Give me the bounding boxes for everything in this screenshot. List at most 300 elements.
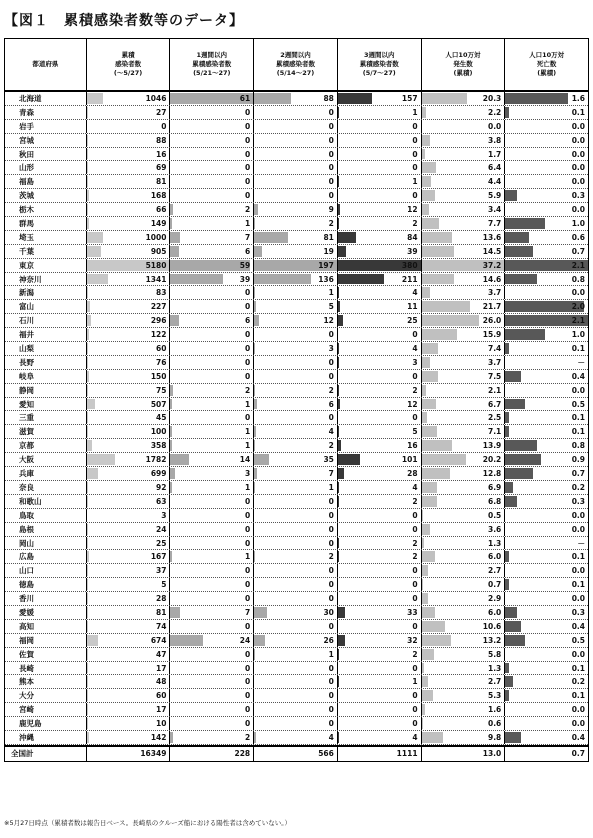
cell-value: 0 — [328, 177, 334, 187]
table-row — [5, 537, 588, 551]
value-bar — [422, 621, 446, 632]
cumulative-cases-cell — [86, 425, 170, 438]
value-bar — [87, 468, 98, 479]
cases-2weeks-cell — [253, 300, 337, 313]
prefecture-name: 長崎 — [19, 663, 34, 673]
value-bar — [422, 482, 437, 493]
value-bar — [422, 510, 423, 521]
value-bar — [87, 135, 88, 146]
cell-value: 0 — [328, 621, 334, 631]
figure-title: 【図１ 累積感染者数等のデータ】 — [4, 13, 244, 29]
value-bar — [422, 704, 426, 715]
cases-2weeks-cell — [253, 425, 337, 438]
cases-2weeks-cell — [253, 634, 337, 647]
cases-2weeks-cell — [253, 537, 337, 550]
cases-1week-cell — [169, 356, 253, 369]
value-bar — [422, 524, 430, 535]
cell-value: 4 — [412, 732, 418, 742]
cases-per-100k-cell — [421, 537, 505, 550]
cell-value: 0 — [328, 163, 334, 173]
value-bar — [87, 274, 108, 285]
cases-per-100k-cell — [421, 328, 505, 341]
cell-value: 380 — [401, 260, 418, 270]
header-prefecture — [5, 39, 86, 90]
cell-value: 149 — [150, 219, 167, 229]
cell-value: 0.6 — [571, 232, 585, 242]
cell-value: 7 — [328, 469, 334, 479]
cases-1week-cell — [169, 634, 253, 647]
prefecture-name: 佐賀 — [19, 649, 34, 659]
cumulative-cases-cell — [86, 550, 170, 563]
prefecture-name: 福島 — [19, 177, 34, 187]
cell-value: 1 — [244, 427, 251, 437]
prefecture-name: 神奈川 — [19, 274, 42, 284]
value-bar — [422, 676, 428, 687]
value-bar — [422, 315, 480, 326]
cell-value: 358 — [150, 441, 167, 451]
cell-value: 20.2 — [482, 455, 502, 465]
cumulative-cases-cell — [86, 203, 170, 216]
cell-value: 1111 — [396, 748, 418, 758]
cases-2weeks-cell — [253, 523, 337, 536]
value-bar — [254, 93, 291, 104]
cases-1week-cell — [169, 314, 253, 327]
cell-value: 88 — [323, 94, 334, 103]
cell-value: 5 — [328, 302, 334, 312]
prefecture-name: 千葉 — [19, 246, 34, 256]
value-bar — [87, 482, 88, 493]
cell-value: 2 — [412, 538, 418, 548]
cell-value: 1 — [244, 441, 251, 451]
value-bar — [338, 204, 341, 215]
header-line: 累積 — [121, 51, 135, 59]
cases-per-100k-cell — [421, 509, 505, 522]
cell-value: 3 — [161, 510, 167, 520]
cumulative-cases-cell — [86, 314, 170, 327]
prefecture-name: 岐阜 — [19, 371, 34, 381]
value-bar — [170, 607, 179, 618]
value-bar — [422, 649, 435, 660]
deaths-per-100k-cell — [504, 217, 588, 230]
cases-per-100k-cell — [421, 731, 505, 744]
cell-value: 0.1 — [571, 427, 585, 437]
cases-3weeks-cell — [337, 481, 421, 494]
cell-value: 0.0 — [571, 149, 585, 159]
cumulative-cases-cell — [86, 231, 170, 244]
header-cumulative-cases — [86, 39, 170, 90]
value-bar — [338, 399, 341, 410]
prefecture-name: 兵庫 — [19, 469, 34, 479]
table-row — [5, 634, 588, 648]
cell-value: 0 — [412, 413, 418, 423]
deaths-per-100k-cell — [504, 675, 588, 688]
cell-value: 2.1 — [571, 260, 585, 270]
cases-1week-cell — [169, 578, 253, 591]
cell-value: 0 — [244, 496, 251, 506]
table-row — [5, 245, 588, 259]
cases-3weeks-cell — [337, 398, 421, 411]
value-bar — [505, 412, 509, 423]
cell-value: 211 — [401, 274, 418, 284]
cases-1week-cell — [169, 106, 253, 119]
cases-2weeks-cell — [253, 106, 337, 119]
cell-value: 28 — [407, 469, 418, 479]
cases-2weeks-cell — [253, 662, 337, 675]
deaths-per-100k-cell — [504, 314, 588, 327]
header-line: 発生数 — [453, 60, 473, 68]
cell-value: 16 — [156, 149, 167, 159]
deaths-per-100k-cell — [504, 481, 588, 494]
cell-value: 0 — [244, 413, 251, 423]
table-row — [5, 578, 588, 592]
value-bar — [505, 454, 540, 465]
cell-value: 1.6 — [487, 705, 502, 715]
cases-3weeks-cell — [337, 411, 421, 424]
cell-value: 0 — [328, 496, 334, 506]
cases-3weeks-cell — [337, 689, 421, 702]
cases-2weeks-cell — [253, 273, 337, 286]
prefecture-name: 三重 — [19, 413, 34, 423]
cases-3weeks-cell — [337, 120, 421, 133]
cell-value: 88 — [156, 135, 167, 145]
cases-2weeks-cell — [253, 481, 337, 494]
value-bar — [505, 371, 521, 382]
table-row — [5, 439, 588, 453]
cases-per-100k-cell — [421, 467, 505, 480]
value-bar — [422, 635, 451, 646]
cases-1week-cell — [169, 439, 253, 452]
prefecture-name: 静岡 — [19, 385, 34, 395]
value-bar — [338, 274, 384, 285]
cell-value: 26 — [323, 635, 334, 645]
cases-3weeks-cell — [337, 384, 421, 397]
cases-2weeks-cell — [253, 495, 337, 508]
cases-1week-cell — [169, 245, 253, 258]
cell-value: 4 — [412, 344, 418, 354]
header-cases-1week — [169, 39, 253, 90]
cell-value: 7.5 — [487, 371, 502, 381]
header-line: 感染者数 — [115, 60, 142, 68]
cumulative-cases-cell — [86, 370, 170, 383]
cases-3weeks-cell — [337, 148, 421, 161]
header-line: 2週間以内 — [280, 51, 311, 59]
cell-value: 6.4 — [487, 163, 502, 173]
value-bar — [170, 454, 189, 465]
value-bar — [505, 482, 513, 493]
cell-value: 4 — [328, 732, 334, 742]
cases-1week-cell — [169, 509, 253, 522]
value-bar — [505, 663, 509, 674]
deaths-per-100k-cell — [504, 286, 588, 299]
table-row — [5, 161, 588, 175]
cases-per-100k-cell — [421, 217, 505, 230]
cell-value: 2.5 — [487, 413, 502, 423]
cumulative-cases-cell — [86, 120, 170, 133]
cases-2weeks-cell — [253, 245, 337, 258]
cases-1week-cell — [169, 453, 253, 466]
cases-3weeks-cell — [337, 620, 421, 633]
value-bar — [505, 232, 529, 243]
cell-value: 2 — [412, 552, 418, 562]
cell-value: 14 — [239, 455, 251, 465]
cell-value: 10.6 — [482, 621, 502, 631]
cases-2weeks-cell — [253, 148, 337, 161]
cell-value: 0.5 — [487, 510, 502, 520]
prefecture-name: 島根 — [19, 524, 34, 534]
cases-1week-cell — [169, 259, 253, 272]
cell-value: 142 — [150, 732, 167, 742]
cases-per-100k-cell — [421, 175, 505, 188]
value-bar — [170, 468, 174, 479]
cases-1week-cell — [169, 286, 253, 299]
value-bar — [170, 218, 171, 229]
cases-1week-cell — [169, 592, 253, 605]
cases-2weeks-cell — [253, 314, 337, 327]
value-bar — [505, 579, 509, 590]
cases-1week-cell — [169, 703, 253, 716]
cell-value: 0 — [244, 135, 251, 145]
value-bar — [422, 440, 453, 451]
cases-3weeks-cell — [337, 731, 421, 744]
table-row — [5, 564, 588, 578]
cases-per-100k-cell — [421, 342, 505, 355]
header-cases-per-100k — [421, 39, 505, 90]
cases-per-100k-cell — [421, 356, 505, 369]
cell-value: 0 — [244, 107, 251, 117]
table-row — [5, 481, 588, 495]
cases-1week-cell — [169, 175, 253, 188]
value-bar — [87, 287, 88, 298]
cases-per-100k-cell — [421, 550, 505, 563]
cell-value: 35 — [323, 455, 334, 465]
value-bar — [170, 440, 171, 451]
prefecture-name: 長野 — [19, 357, 34, 367]
cases-3weeks-cell — [337, 509, 421, 522]
cases-2weeks-cell — [253, 161, 337, 174]
cell-value: 0.4 — [571, 732, 585, 742]
cases-2weeks-cell — [253, 648, 337, 661]
cell-value: 13.9 — [482, 441, 502, 451]
deaths-per-100k-cell — [504, 523, 588, 536]
prefecture-name: 大阪 — [19, 455, 34, 465]
cell-value: 2 — [328, 552, 334, 562]
cell-value: 0 — [244, 121, 251, 131]
value-bar — [338, 607, 345, 618]
value-bar — [87, 162, 88, 173]
cell-value: 7 — [244, 607, 251, 617]
value-bar — [254, 246, 262, 257]
cases-3weeks-cell — [337, 231, 421, 244]
cell-value: 47 — [156, 649, 167, 659]
cumulative-cases-cell — [86, 356, 170, 369]
cases-3weeks-cell — [337, 523, 421, 536]
cumulative-cases-cell — [86, 592, 170, 605]
deaths-per-100k-cell — [504, 689, 588, 702]
table-row — [5, 120, 588, 134]
table-row — [5, 425, 588, 439]
cell-value: 2 — [412, 219, 418, 229]
cell-value: 0.1 — [571, 663, 585, 673]
value-bar — [87, 190, 90, 201]
value-bar — [170, 204, 173, 215]
cases-2weeks-cell — [253, 203, 337, 216]
cases-3weeks-cell — [337, 578, 421, 591]
cases-1week-cell — [169, 203, 253, 216]
cell-value: 1046 — [145, 94, 167, 103]
cases-2weeks-cell — [253, 703, 337, 716]
cases-1week-cell — [169, 731, 253, 744]
cumulative-cases-cell — [86, 189, 170, 202]
cell-value: 3.8 — [487, 135, 502, 145]
cases-per-100k-cell — [421, 245, 505, 258]
value-bar — [422, 371, 439, 382]
value-bar — [254, 274, 311, 285]
value-bar — [422, 496, 437, 507]
prefecture-name: 宮崎 — [19, 705, 34, 715]
cases-per-100k-cell — [421, 703, 505, 716]
table-row — [5, 398, 588, 412]
cell-value: 0 — [328, 149, 334, 159]
table-row — [5, 134, 588, 148]
cases-3weeks-cell — [337, 648, 421, 661]
cases-per-100k-cell — [421, 120, 505, 133]
cases-per-100k-cell — [421, 648, 505, 661]
total-row — [5, 745, 588, 761]
cases-2weeks-cell — [253, 328, 337, 341]
value-bar — [87, 649, 88, 660]
value-bar — [170, 260, 250, 271]
table-row — [5, 342, 588, 356]
value-bar — [422, 274, 454, 285]
cell-value: 0.2 — [571, 677, 585, 687]
cell-value: 1 — [328, 649, 334, 659]
cell-value: 0 — [412, 149, 418, 159]
cell-value: 1.0 — [571, 330, 585, 340]
cases-1week-cell — [169, 92, 253, 105]
value-bar — [422, 690, 434, 701]
cell-value: 13.6 — [482, 232, 502, 242]
cases-2weeks-cell — [253, 356, 337, 369]
cases-2weeks-cell — [253, 342, 337, 355]
cell-value: 0 — [328, 191, 334, 201]
cell-value: 167 — [150, 552, 167, 562]
cell-value: 0.7 — [487, 580, 502, 590]
value-bar — [254, 468, 257, 479]
cases-per-100k-cell — [421, 439, 505, 452]
cases-per-100k-cell — [421, 689, 505, 702]
value-bar — [254, 426, 256, 437]
cell-value: 197 — [318, 260, 334, 270]
cell-value: 0 — [412, 691, 418, 701]
deaths-per-100k-cell — [504, 411, 588, 424]
cell-value: 17 — [156, 663, 167, 673]
cell-value: 6.9 — [487, 482, 502, 492]
table-row — [5, 453, 588, 467]
table-row — [5, 731, 588, 745]
cell-value: 0 — [244, 302, 251, 312]
cell-value: 2.9 — [487, 594, 502, 604]
cell-value: 2 — [412, 649, 418, 659]
prefecture-name: 山形 — [19, 163, 34, 173]
cases-per-100k-cell — [421, 384, 505, 397]
cases-per-100k-cell — [421, 453, 505, 466]
cases-3weeks-cell — [337, 106, 421, 119]
cell-value: 84 — [407, 232, 418, 242]
cell-value: 157 — [401, 94, 418, 103]
value-bar — [170, 635, 203, 646]
cell-value: 32 — [407, 635, 418, 645]
table-row — [5, 384, 588, 398]
cell-value: 9.8 — [487, 732, 502, 742]
cases-2weeks-cell — [253, 398, 337, 411]
deaths-per-100k-cell — [504, 467, 588, 480]
cases-3weeks-cell — [337, 286, 421, 299]
prefecture-name: 大分 — [19, 691, 34, 701]
cases-per-100k-cell — [421, 578, 505, 591]
value-bar — [170, 274, 223, 285]
cumulative-cases-cell — [86, 564, 170, 577]
cumulative-cases-cell — [86, 175, 170, 188]
cell-value: 0.0 — [571, 510, 585, 520]
prefecture-name: 宮城 — [19, 135, 34, 145]
cell-value: 0 — [244, 149, 251, 159]
cases-2weeks-cell — [253, 550, 337, 563]
table-row — [5, 273, 588, 287]
value-bar — [422, 412, 428, 423]
cases-1week-cell — [169, 148, 253, 161]
cases-1week-cell — [169, 495, 253, 508]
cumulative-cases-cell — [86, 328, 170, 341]
cases-per-100k-cell — [421, 189, 505, 202]
cell-value: 0.0 — [571, 594, 585, 604]
value-bar — [87, 426, 89, 437]
cell-value: 39 — [407, 246, 418, 256]
prefecture-name: 徳島 — [19, 580, 34, 590]
cell-value: 507 — [150, 399, 167, 409]
cell-value: 0 — [244, 594, 251, 604]
cases-3weeks-cell — [337, 662, 421, 675]
cell-value: 5 — [161, 580, 167, 590]
cases-1week-cell — [169, 328, 253, 341]
cases-2weeks-cell — [253, 689, 337, 702]
cell-value: 1 — [244, 482, 251, 492]
value-bar — [87, 454, 115, 465]
table-row — [5, 231, 588, 245]
cell-value: 0.1 — [571, 580, 585, 590]
cell-value: 60 — [156, 344, 167, 354]
cell-value: 0 — [244, 191, 251, 201]
cell-value: 0 — [244, 288, 251, 298]
deaths-per-100k-cell — [504, 356, 588, 369]
value-bar — [87, 635, 98, 646]
value-bar — [505, 246, 533, 257]
cell-value: 63 — [156, 496, 167, 506]
deaths-per-100k-cell — [504, 120, 588, 133]
cases-per-100k-cell — [421, 398, 505, 411]
cell-value: 45 — [156, 413, 167, 423]
value-bar — [170, 551, 171, 562]
cell-value: 0 — [328, 330, 334, 340]
cell-value: 24 — [156, 524, 167, 534]
deaths-per-100k-cell — [504, 550, 588, 563]
value-bar — [505, 607, 517, 618]
cell-value: 0 — [328, 594, 334, 604]
prefecture-name: 青森 — [19, 107, 34, 117]
cell-value: 3.7 — [487, 357, 502, 367]
cell-value: 2.1 — [571, 316, 585, 326]
cumulative-cases-cell — [86, 747, 170, 761]
deaths-per-100k-cell — [504, 564, 588, 577]
